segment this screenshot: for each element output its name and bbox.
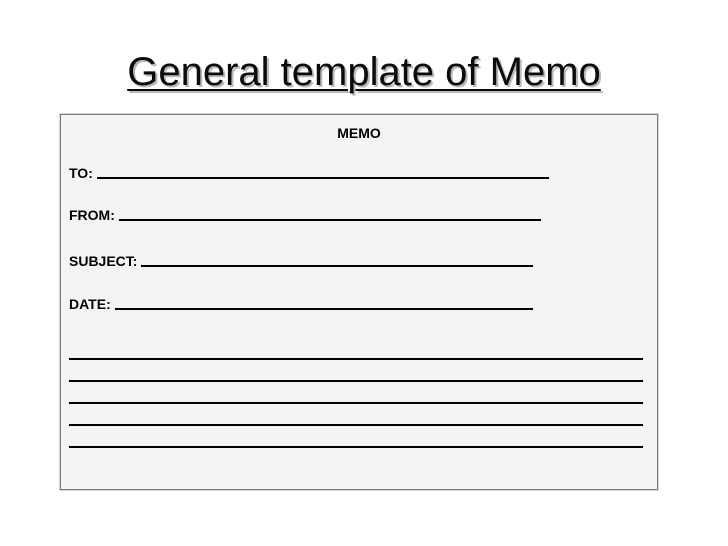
to-field [69, 165, 549, 181]
memo-body-line [69, 380, 643, 382]
date-underline [115, 308, 533, 310]
memo-body-line [69, 402, 643, 404]
from-label: FROM: [69, 207, 115, 223]
subject-field [69, 253, 533, 269]
from-field [69, 207, 541, 223]
memo-body-line [69, 424, 643, 426]
date-field [69, 296, 533, 312]
subject-underline [141, 265, 533, 267]
to-underline [97, 177, 549, 179]
memo-body-line [69, 358, 643, 360]
from-underline [119, 219, 541, 221]
memo-template-box [60, 114, 658, 490]
date-label: DATE: [69, 296, 111, 312]
memo-heading: MEMO [337, 125, 381, 141]
to-label: TO: [69, 165, 93, 181]
slide-title: General template of Memo [127, 50, 601, 94]
subject-label: SUBJECT: [69, 253, 138, 269]
memo-body-line [69, 446, 643, 448]
